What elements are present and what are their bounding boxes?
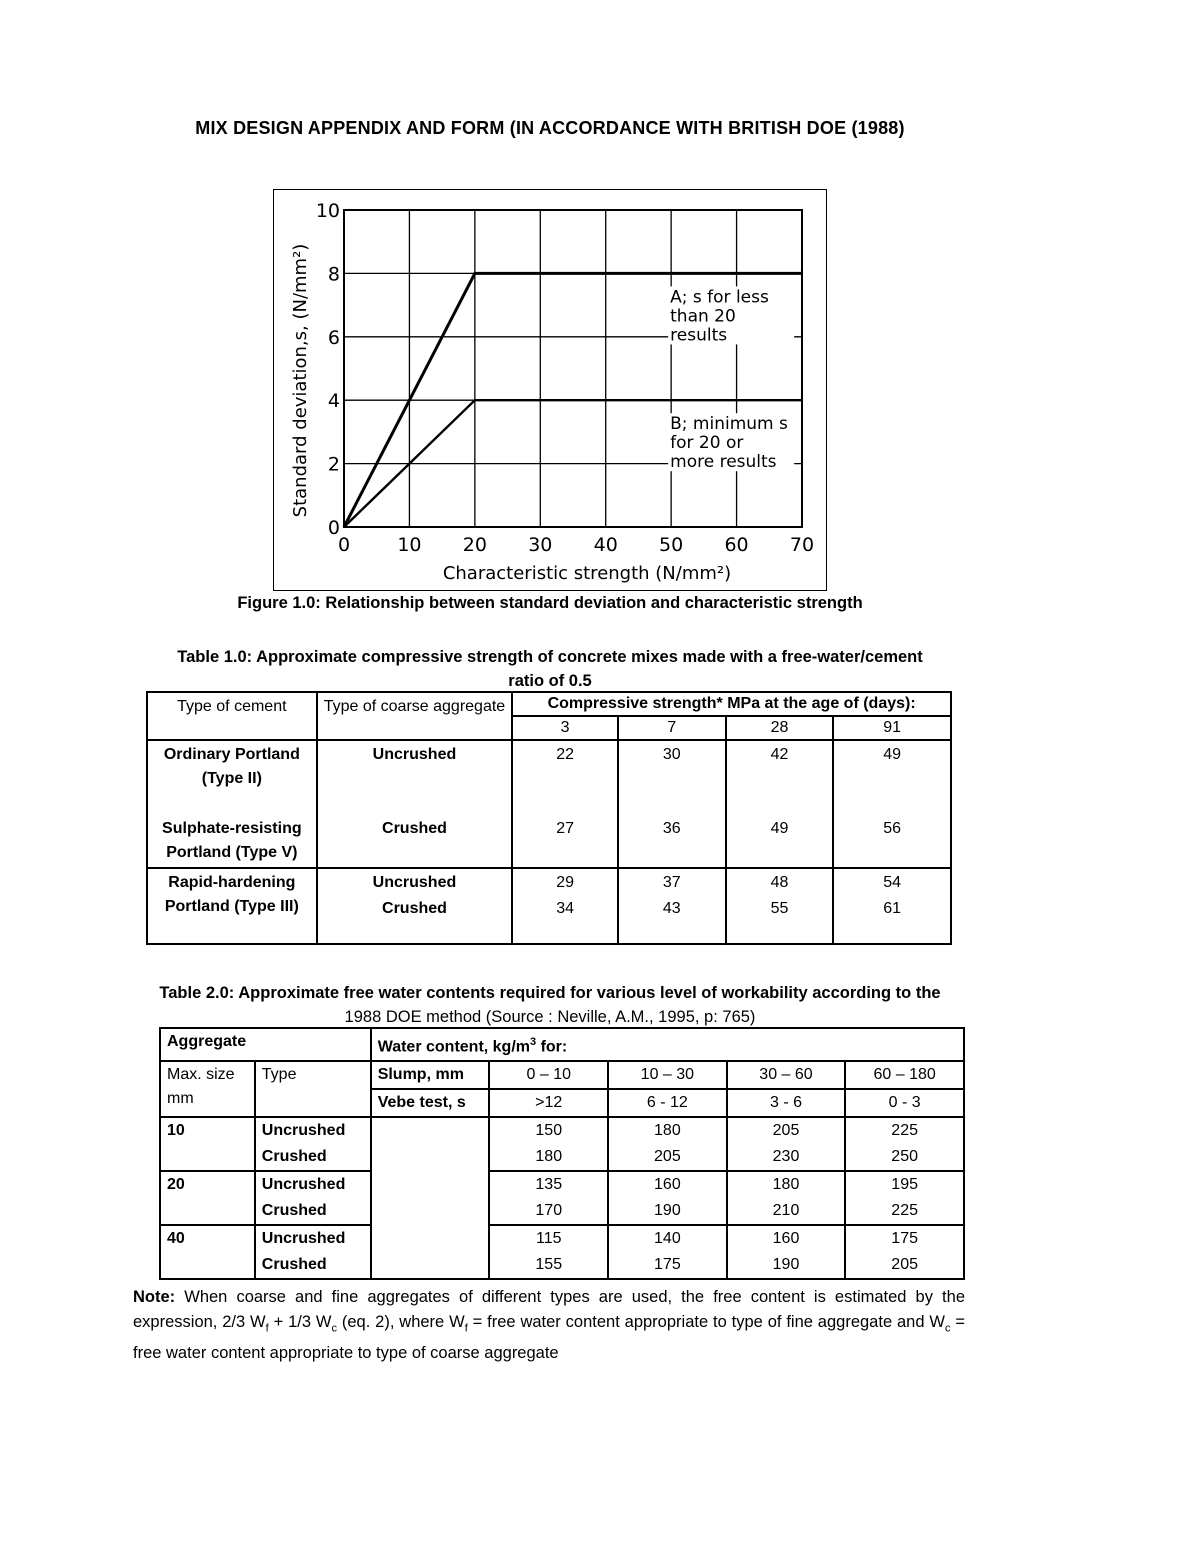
figure-caption: Figure 1.0: Relationship between standard deviation and characteristic strength xyxy=(237,594,863,612)
water-value: 170 xyxy=(489,1198,608,1225)
slump-range: 0 – 10 xyxy=(489,1061,608,1089)
strength-value: 22 xyxy=(556,746,574,763)
y-tick-label: 10 xyxy=(315,200,340,222)
header-water-content xyxy=(371,1028,964,1061)
cement-label: Sulphate-resisting xyxy=(162,820,302,837)
aggregate-label: Crushed xyxy=(382,820,447,837)
header-day: 28 xyxy=(726,716,834,740)
strength-value: 49 xyxy=(770,820,789,837)
y-tick-label: 0 xyxy=(327,517,340,539)
series-label-a: than 20 xyxy=(670,306,736,327)
type-cell: Uncrushed xyxy=(255,1171,371,1198)
note-text: = free water content appropriate to type of fine aggregate and W xyxy=(467,1313,945,1331)
table1-caption-line1: Table 1.0: Approximate compressive strength of concrete mixes made with a free-water/cement xyxy=(177,648,923,666)
x-tick-label: 30 xyxy=(528,534,553,556)
slump-range: 30 – 60 xyxy=(727,1061,846,1089)
water-tail: for: xyxy=(536,1038,568,1056)
water-value: 140 xyxy=(608,1225,727,1252)
type-cell: Crushed xyxy=(255,1252,371,1279)
y-axis-label: Standard deviation,s, (N/mm²) xyxy=(290,243,311,518)
series-label-a: results xyxy=(670,325,728,346)
y-tick-label: 2 xyxy=(327,453,340,476)
aggregate-label: Uncrushed xyxy=(372,874,457,891)
x-tick-label: 0 xyxy=(337,534,351,556)
aggregate-label: Uncrushed xyxy=(372,746,457,763)
value-cell xyxy=(512,740,618,868)
y-tick-label: 4 xyxy=(327,390,340,413)
type-cell: Uncrushed xyxy=(255,1225,371,1252)
value-cell xyxy=(618,740,726,868)
value-cell xyxy=(726,740,834,868)
empty-cell xyxy=(371,1117,490,1279)
water-value: 205 xyxy=(845,1252,964,1279)
cement-cell-ordinary-sulphate xyxy=(147,740,317,868)
water-sup: 3 xyxy=(530,1036,537,1048)
cement-label: Portland (Type V) xyxy=(166,844,298,861)
page-title: MIX DESIGN APPENDIX AND FORM (IN ACCORDANCE WITH BRITISH DOE (1988) xyxy=(195,118,905,138)
size-cell: 40 xyxy=(160,1225,255,1279)
note-paragraph xyxy=(133,1285,965,1366)
strength-value: 37 xyxy=(662,874,681,891)
water-value: 230 xyxy=(727,1144,846,1171)
strength-value: 36 xyxy=(662,820,681,837)
water-value: 195 xyxy=(845,1171,964,1198)
table1-caption xyxy=(140,645,960,693)
water-value: 160 xyxy=(608,1171,727,1198)
water-value: 205 xyxy=(727,1117,846,1144)
strength-value: 30 xyxy=(662,746,681,763)
strength-value: 54 xyxy=(883,874,902,891)
aggregate-cell xyxy=(317,868,513,944)
plot-frame xyxy=(344,210,802,527)
water-value: 180 xyxy=(727,1171,846,1198)
strength-value: 55 xyxy=(770,900,789,917)
water-value: 155 xyxy=(489,1252,608,1279)
note-text: (eq. 2), where W xyxy=(336,1313,465,1331)
water-value: 175 xyxy=(845,1225,964,1252)
value-cell xyxy=(512,868,618,944)
x-tick-label: 10 xyxy=(397,534,422,556)
type-cell: Uncrushed xyxy=(255,1117,371,1144)
y-tick-label: 6 xyxy=(327,326,340,349)
water-value: 115 xyxy=(489,1225,608,1252)
note-text: When coarse and fine aggregates of different types are used, the free content is estimated by the expression, 2/3 W xyxy=(133,1288,965,1331)
cement-cell-rapid xyxy=(147,868,317,944)
strength-value: 43 xyxy=(662,900,681,917)
vebe-range: 6 - 12 xyxy=(608,1089,727,1117)
vebe-range: >12 xyxy=(489,1089,608,1117)
header-strength: Compressive strength* MPa at the age of (days): xyxy=(512,692,951,716)
value-cell xyxy=(833,740,951,868)
header-type: Type xyxy=(255,1061,371,1117)
cement-label: Rapid-hardening xyxy=(168,874,296,891)
note-sub: f xyxy=(464,1322,468,1335)
water-value: 180 xyxy=(489,1144,608,1171)
plot-frame-top xyxy=(344,210,802,527)
cement-label: Portland (Type III) xyxy=(164,898,299,915)
vebe-range: 0 - 3 xyxy=(845,1089,964,1117)
water-value: 225 xyxy=(845,1198,964,1225)
water-value: 205 xyxy=(608,1144,727,1171)
series-label-a: A; s for less xyxy=(670,287,769,308)
water-value: 150 xyxy=(489,1117,608,1144)
water-value: 210 xyxy=(727,1198,846,1225)
series-label-b: B; minimum s xyxy=(670,414,788,435)
type-cell: Crushed xyxy=(255,1198,371,1225)
water-value: 135 xyxy=(489,1171,608,1198)
value-cell xyxy=(833,868,951,944)
water-value: 175 xyxy=(608,1252,727,1279)
water-value: 180 xyxy=(608,1117,727,1144)
x-axis-label: Characteristic strength (N/mm²) xyxy=(442,563,732,584)
note-text: = free water content appropriate to type of coarse aggregate xyxy=(133,1313,965,1363)
cement-label: Ordinary Portland xyxy=(163,746,300,763)
strength-value: 61 xyxy=(883,900,902,917)
header-day: 3 xyxy=(512,716,618,740)
aggregate-cell xyxy=(317,740,513,868)
strength-value: 56 xyxy=(883,820,902,837)
note-sub: c xyxy=(331,1322,337,1335)
header-day: 7 xyxy=(618,716,726,740)
note-text: + 1/3 W xyxy=(268,1313,332,1331)
water-label: Water content, kg/m xyxy=(377,1038,530,1056)
table-compressive-strength xyxy=(146,691,952,945)
vebe-range: 3 - 6 xyxy=(727,1089,846,1117)
aggregate-label: Crushed xyxy=(382,900,447,917)
table2-caption-line2: 1988 DOE method (Source : Neville, A.M., 1995, p: 765) xyxy=(344,1008,756,1026)
header-day: 91 xyxy=(833,716,951,740)
table1-caption-line2: ratio of 0.5 xyxy=(508,672,592,690)
strength-value: 49 xyxy=(883,746,902,763)
table2-caption xyxy=(120,981,980,1029)
water-value: 160 xyxy=(727,1225,846,1252)
header-slump: Slump, mm xyxy=(371,1061,490,1089)
table2-caption-line1: Table 2.0: Approximate free water contents required for various level of workability according to the xyxy=(159,984,941,1002)
chart-svg xyxy=(274,190,828,592)
note-sub: f xyxy=(265,1322,269,1335)
water-value: 225 xyxy=(845,1117,964,1144)
slump-range: 60 – 180 xyxy=(845,1061,964,1089)
x-tick-label: 20 xyxy=(462,534,487,556)
strength-value: 42 xyxy=(770,746,789,763)
size-cell: 10 xyxy=(160,1117,255,1171)
x-tick-label: 70 xyxy=(789,534,815,556)
header-vebe: Vebe test, s xyxy=(371,1089,490,1117)
header-max-size: Max. size mm xyxy=(160,1061,255,1117)
header-cement-type: Type of cement xyxy=(147,692,317,740)
header-aggregate-type: Type of coarse aggregate xyxy=(317,692,513,740)
strength-value: 34 xyxy=(556,900,574,917)
note-label: Note: xyxy=(133,1288,176,1306)
series-label-b: more results xyxy=(670,452,777,473)
x-tick-label: 50 xyxy=(659,534,684,556)
water-value: 250 xyxy=(845,1144,964,1171)
header-aggregate: Aggregate xyxy=(160,1028,371,1061)
strength-value: 27 xyxy=(556,820,574,837)
value-cell xyxy=(618,868,726,944)
y-tick-label: 8 xyxy=(327,263,340,286)
strength-value: 29 xyxy=(556,874,574,891)
type-cell: Crushed xyxy=(255,1144,371,1171)
water-value: 190 xyxy=(608,1198,727,1225)
water-value: 190 xyxy=(727,1252,846,1279)
x-tick-label: 60 xyxy=(724,534,749,556)
figure-chart xyxy=(273,189,827,591)
slump-range: 10 – 30 xyxy=(608,1061,727,1089)
size-cell: 20 xyxy=(160,1171,255,1225)
table-water-content xyxy=(159,1027,965,1280)
cement-label: (Type II) xyxy=(201,770,262,787)
x-tick-label: 40 xyxy=(593,534,618,556)
strength-value: 48 xyxy=(770,874,789,891)
value-cell xyxy=(726,868,834,944)
series-label-b: for 20 or xyxy=(670,433,744,454)
note-sub: c xyxy=(944,1322,951,1335)
